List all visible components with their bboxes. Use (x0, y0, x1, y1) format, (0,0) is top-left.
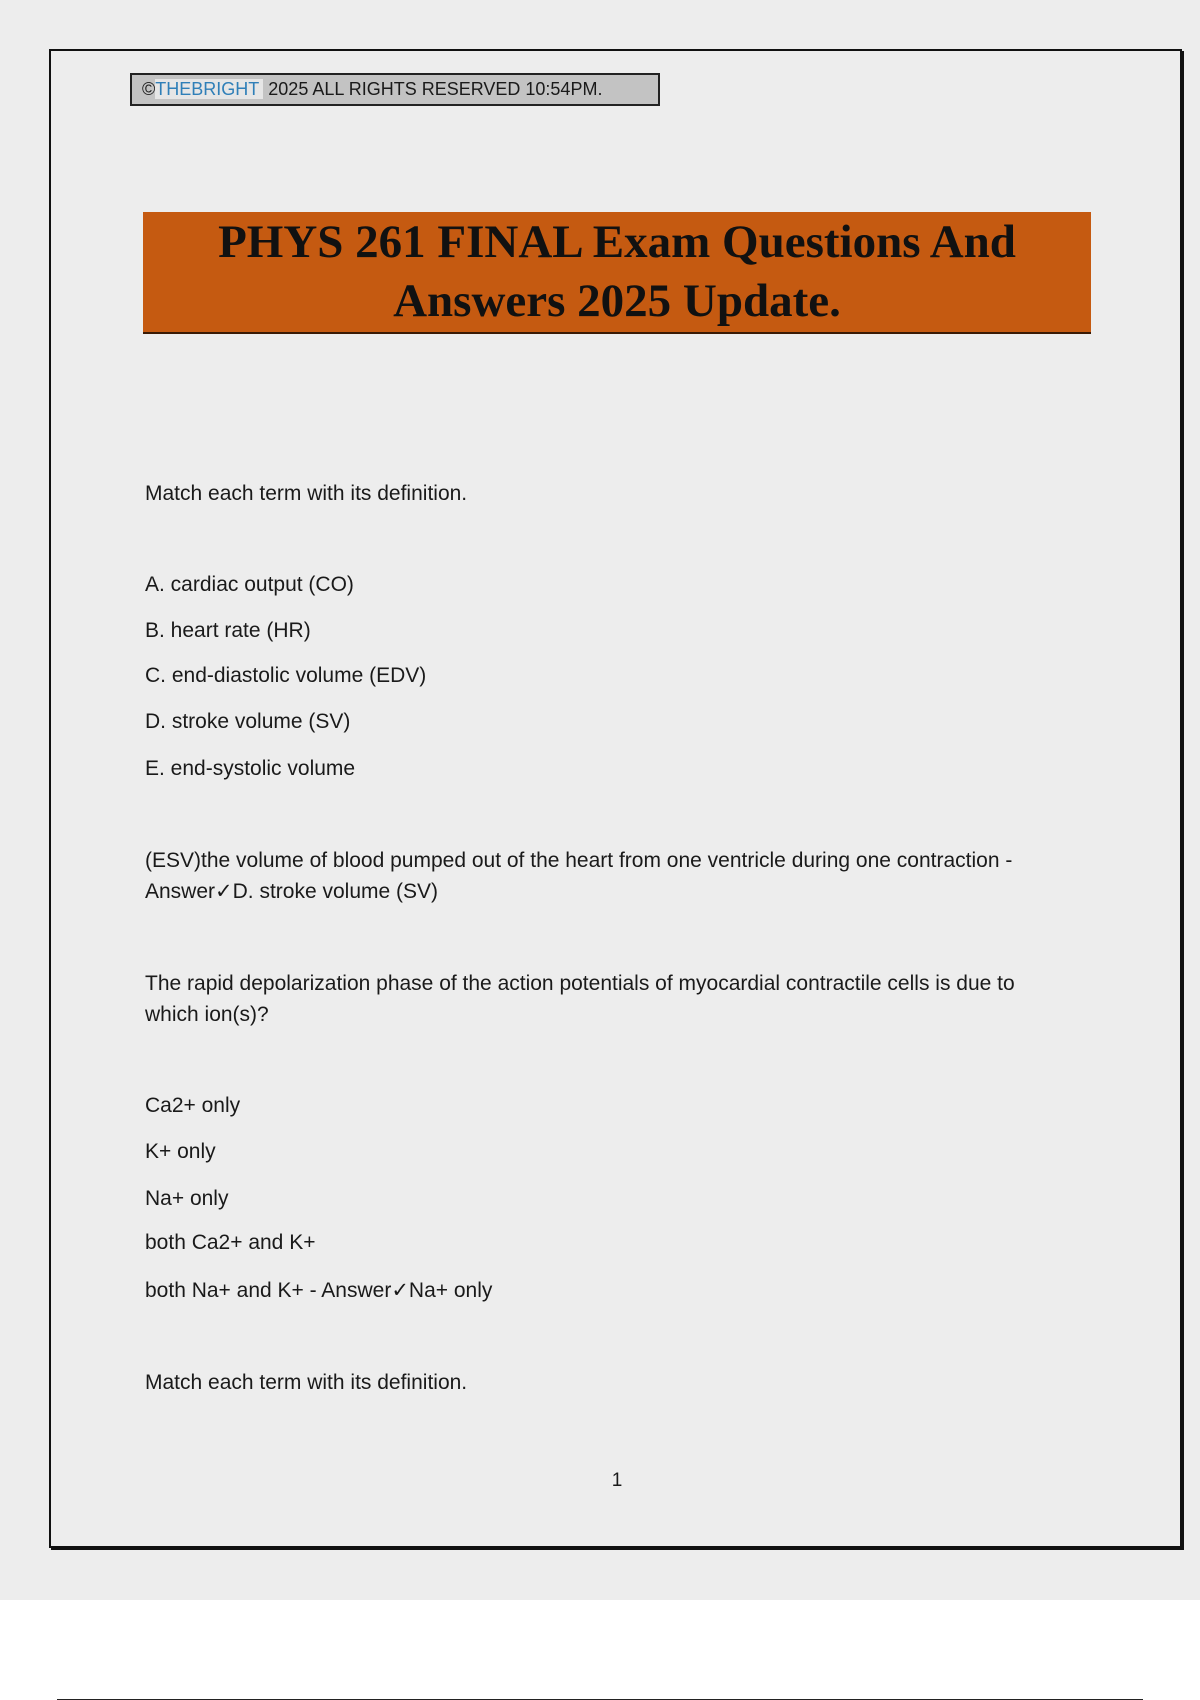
question-2-option-1: Ca2+ only (145, 1094, 241, 1117)
question-2-option-3: Na+ only (145, 1187, 229, 1210)
copyright-symbol: © (142, 79, 156, 99)
copyright-header (130, 73, 660, 106)
page-title (167, 213, 1067, 331)
title-banner (143, 212, 1091, 334)
question-3-prompt: Match each term with its definition. (145, 1371, 468, 1394)
question-1-option-d: D. stroke volume (SV) (145, 710, 351, 733)
question-1-prompt: Match each term with its definition. (145, 482, 468, 505)
brand-name: THEBRIGHT (155, 79, 263, 99)
question-2-option-2: K+ only (145, 1140, 216, 1163)
question-2-prompt-line-2: which ion(s)? (145, 1003, 269, 1026)
question-1-option-b: B. heart rate (HR) (145, 619, 311, 642)
question-2-option-5-answer: both Na+ and K+ - Answer✓Na+ only (145, 1279, 493, 1302)
question-2-prompt-line-1: The rapid depolarization phase of the action potentials of myocardial contractile cells is due to (145, 972, 1015, 995)
question-1-option-a: A. cardiac output (CO) (145, 573, 354, 596)
copyright-text: 2025 ALL RIGHTS RESERVED 10:54PM. (263, 79, 603, 99)
page-number: 1 (611, 1470, 623, 1491)
question-1-option-e: E. end-systolic volume (145, 757, 356, 780)
title-line-1: PHYS 261 FINAL Exam Questions And (218, 216, 1016, 268)
question-2-option-4: both Ca2+ and K+ (145, 1231, 316, 1254)
question-1-answer-line-2: Answer✓D. stroke volume (SV) (145, 880, 439, 903)
question-1-answer-line-1: (ESV)the volume of blood pumped out of the heart from one ventricle during one contraction - (145, 849, 1013, 872)
title-line-2: Answers 2025 Update. (393, 275, 841, 327)
question-1-option-c: C. end-diastolic volume (EDV) (145, 664, 427, 687)
